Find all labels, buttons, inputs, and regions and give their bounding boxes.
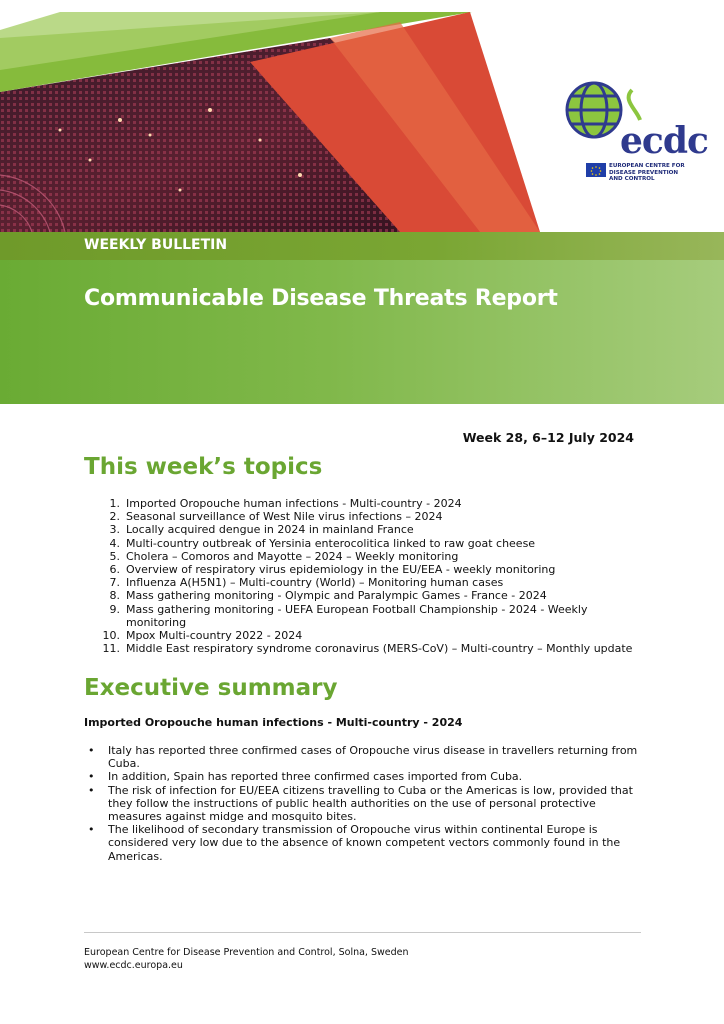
footer: [84, 946, 409, 972]
list-item: [84, 563, 644, 576]
eu-flag-icon: [586, 163, 606, 177]
topic-text: Middle East respiratory syndrome coronavirus (MERS-CoV) – Multi-country – Monthly update: [126, 642, 633, 656]
header-banner-art: [0, 0, 724, 232]
week-range: Week 28, 6–12 July 2024: [462, 430, 634, 445]
list-item: [84, 497, 644, 510]
logo-subtitle-line: AND CONTROL: [609, 176, 655, 182]
footer-website-link[interactable]: www.ecdc.europa.eu: [84, 960, 183, 971]
report-title: Communicable Disease Threats Report: [84, 286, 558, 311]
list-number: 5.: [109, 549, 120, 563]
topic-text: Mass gathering monitoring - Olympic and Paralympic Games - France - 2024: [126, 589, 547, 603]
list-number: 11.: [102, 642, 120, 656]
list-item: [84, 603, 644, 629]
topic-text: Mass gathering monitoring - UEFA European Football Championship - 2024 - Weekly monitoring: [126, 602, 588, 629]
list-number: 7.: [109, 576, 120, 590]
list-item: [84, 510, 644, 523]
topic-text: Influenza A(H5N1) – Multi-country (World) – Monitoring human cases: [126, 576, 504, 590]
topic-text: Mpox Multi-country 2022 - 2024: [126, 629, 303, 643]
list-item: • The likelihood of secondary transmission of Oropouche virus within continental Europe is considered very low due to the absence of known competent vectors commonly found in the Americas.: [84, 823, 644, 863]
bulletin-label-band: [0, 232, 724, 260]
list-number: 9.: [109, 602, 120, 616]
list-number: 3.: [109, 523, 120, 537]
logo-subtitle-line: DISEASE PREVENTION: [609, 169, 679, 176]
footer-organization: European Centre for Disease Prevention and Control, Solna, Sweden: [84, 947, 409, 958]
list-item: [84, 589, 644, 602]
list-number: 2.: [109, 510, 120, 524]
summary-heading: Executive summary: [84, 675, 338, 701]
list-number: 8.: [109, 589, 120, 603]
ecdc-wordmark: ecdc: [620, 120, 708, 162]
list-item: [84, 576, 644, 589]
list-item: • The risk of infection for EU/EEA citizens travelling to Cuba or the Americas is low, provided that they follow the instructions of public health authorities on the use of personal protective measures against midge and mosquito bites.: [84, 784, 644, 824]
topics-list: [84, 497, 644, 655]
topics-heading: This week’s topics: [84, 454, 323, 480]
topic-text: Cholera – Comoros and Mayotte – 2024 – Weekly monitoring: [126, 549, 459, 563]
list-number: 10.: [102, 629, 120, 643]
topic-text: Locally acquired dengue in 2024 in mainland France: [126, 523, 414, 537]
list-number: 1.: [109, 497, 120, 510]
ecdc-logo-subtitle: [609, 163, 689, 183]
list-item: [84, 550, 644, 563]
logo-subtitle-line: EUROPEAN CENTRE FOR: [609, 163, 685, 169]
summary-subheading: Imported Oropouche human infections - Multi-country - 2024: [84, 716, 463, 729]
list-number: 4.: [109, 536, 120, 550]
summary-bullets: [84, 744, 644, 863]
list-item: [84, 537, 644, 550]
list-item: [84, 523, 644, 536]
list-item: [84, 629, 644, 642]
footer-divider: [84, 932, 641, 933]
list-item: • Italy has reported three confirmed cases of Oropouche virus disease in travellers returning from Cuba.: [84, 744, 644, 770]
list-number: 6.: [109, 563, 120, 577]
bulletin-label: WEEKLY BULLETIN: [84, 237, 228, 253]
topic-text: Overview of respiratory virus epidemiology in the EU/EEA - weekly monitoring: [126, 563, 556, 577]
topic-text: Imported Oropouche human infections - Multi-country - 2024: [126, 497, 462, 510]
list-item: [84, 642, 644, 655]
topic-text: Multi-country outbreak of Yersinia enterocolitica linked to raw goat cheese: [126, 536, 536, 550]
topic-text: Seasonal surveillance of West Nile virus infections – 2024: [126, 510, 443, 524]
title-band: [0, 260, 724, 404]
list-item: • In addition, Spain has reported three confirmed cases imported from Cuba.: [84, 770, 644, 783]
